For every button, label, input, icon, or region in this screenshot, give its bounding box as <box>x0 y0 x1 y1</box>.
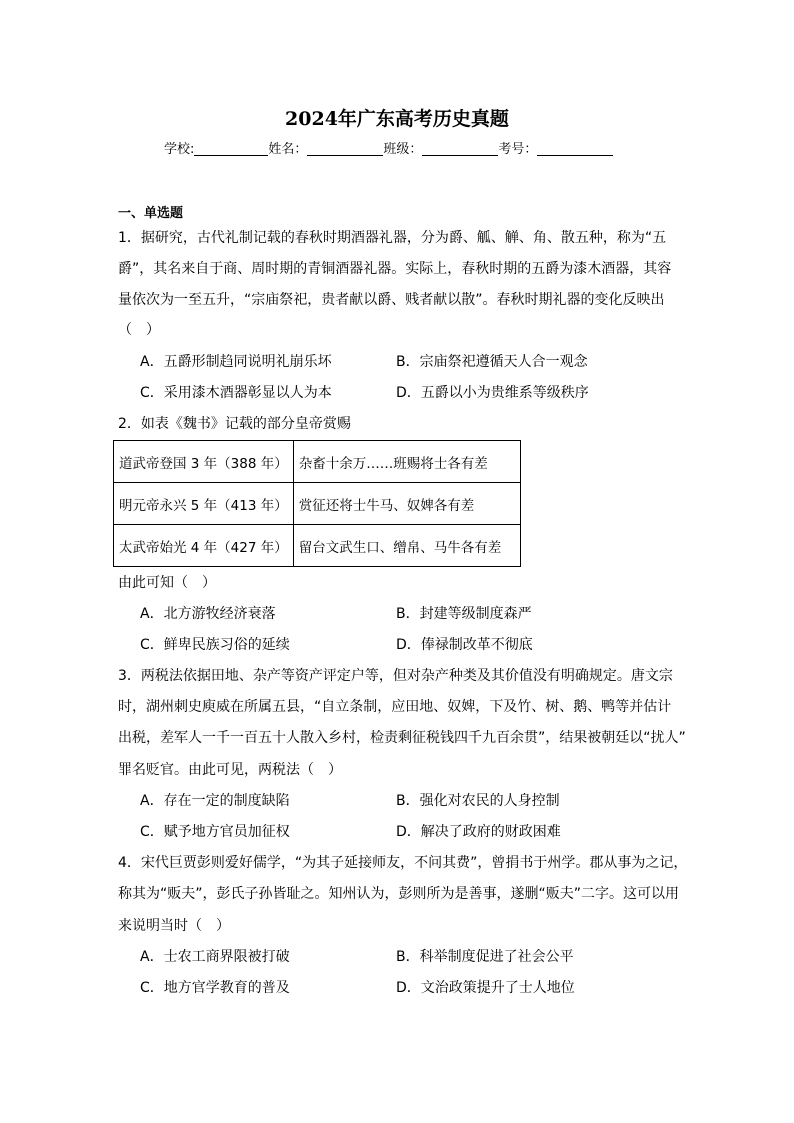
question-3-line-3: 出税，差军人一千一百五十人散入乡村，检责剩征税钱四千九百余贯”，结果被朝廷以“扰人” <box>118 730 686 746</box>
question-3-option-b[interactable]: B．强化对农民的人身控制 <box>396 793 560 809</box>
exam-number-label: 考号： <box>498 142 538 157</box>
table-row <box>114 525 521 567</box>
table-cell: 太武帝始光 4 年（427 年） <box>114 525 294 567</box>
question-1-option-b[interactable]: B．宗庙祭祀遵循天人合一观念 <box>396 354 588 370</box>
table-cell: 留台文武生口、缯帛、马牛各有差 <box>293 525 520 567</box>
section-heading: 一、单选题 <box>118 206 184 221</box>
question-2-line-1: 2．如表《魏书》记载的部分皇帝赏赐 <box>118 416 351 432</box>
question-1-option-c[interactable]: C．采用漆木酒器彰显以人为本 <box>140 385 332 401</box>
table-cell: 杂畜十余万……班赐将士各有差 <box>293 441 520 483</box>
question-4-option-a[interactable]: A．士农工商界限被打破 <box>140 949 290 965</box>
question-4-line-1: 4．宋代巨贾彭则爱好儒学，“为其子延接师友，不问其费”，曾捐书于州学。郡从事为之记， <box>118 855 688 871</box>
name-label: 姓名： <box>268 142 308 157</box>
question-2-option-d[interactable]: D．俸禄制改革不彻底 <box>396 637 533 653</box>
page-title: 2024年广东高考历史真题 <box>285 108 509 130</box>
table-cell: 明元帝永兴 5 年（413 年） <box>114 483 294 525</box>
school-blank[interactable] <box>194 141 268 156</box>
question-4-line-2: 称其为“贩夫”，彭氏子孙皆耻之。知州认为，彭则所为是善事，遂删“贩夫”二字。这可以用 <box>118 886 680 902</box>
question-2-prompt: 由此可知（ ） <box>118 575 216 591</box>
table-cell: 道武帝登国 3 年（388 年） <box>114 441 294 483</box>
table-row <box>114 441 521 483</box>
question-1-line-4: （ ） <box>118 322 160 338</box>
student-info-line <box>164 138 613 157</box>
question-4-line-3: 来说明当时（ ） <box>118 918 230 934</box>
question-3-option-d[interactable]: D．解决了政府的财政困难 <box>396 824 561 840</box>
question-3-option-c[interactable]: C．赋予地方官员加征权 <box>140 824 290 840</box>
table-row <box>114 483 521 525</box>
rewards-table <box>113 440 521 567</box>
question-1-line-1: 1．据研究，古代礼制记载的春秋时期酒器礼器，分为爵、觚、觯、角、散五种，称为“五 <box>118 230 667 246</box>
name-blank[interactable] <box>307 141 383 156</box>
question-4-option-b[interactable]: B．科举制度促进了社会公平 <box>396 949 574 965</box>
exam-number-blank[interactable] <box>537 141 613 156</box>
question-2-option-c[interactable]: C．鲜卑民族习俗的延续 <box>140 637 290 653</box>
question-1-line-3: 量依次为一至五升，“宗庙祭祀，贵者献以爵、贱者献以散”。春秋时期礼器的变化反映出 <box>118 292 665 308</box>
question-3-option-a[interactable]: A．存在一定的制度缺陷 <box>140 793 290 809</box>
question-2-option-b[interactable]: B．封建等级制度森严 <box>396 606 532 622</box>
table-cell: 赏征还将士牛马、奴婢各有差 <box>293 483 520 525</box>
school-label: 学校: <box>164 142 195 157</box>
question-4-option-d[interactable]: D．文治政策提升了士人地位 <box>396 980 575 996</box>
class-label: 班级： <box>383 142 423 157</box>
question-1-option-a[interactable]: A．五爵形制趋同说明礼崩乐坏 <box>140 354 332 370</box>
class-blank[interactable] <box>422 141 498 156</box>
question-3-line-4: 罪名贬官。由此可见，两税法（ ） <box>118 762 342 778</box>
question-1-line-2: 爵”，其名来自于商、周时期的青铜酒器礼器。实际上，春秋时期的五爵为漆木酒器，其容 <box>118 261 672 277</box>
question-3-line-2: 时，湖州刺史庾威在所属五县，“自立条制，应田地、奴婢，下及竹、树、鹅、鸭等并估计 <box>118 699 672 715</box>
question-1-option-d[interactable]: D．五爵以小为贵维系等级秩序 <box>396 385 589 401</box>
question-4-option-c[interactable]: C．地方官学教育的普及 <box>140 980 290 996</box>
question-2-option-a[interactable]: A．北方游牧经济衰落 <box>140 606 276 622</box>
question-3-line-1: 3．两税法依据田地、杂产等资产评定户等，但对杂产种类及其价值没有明确规定。唐文宗 <box>118 668 673 684</box>
